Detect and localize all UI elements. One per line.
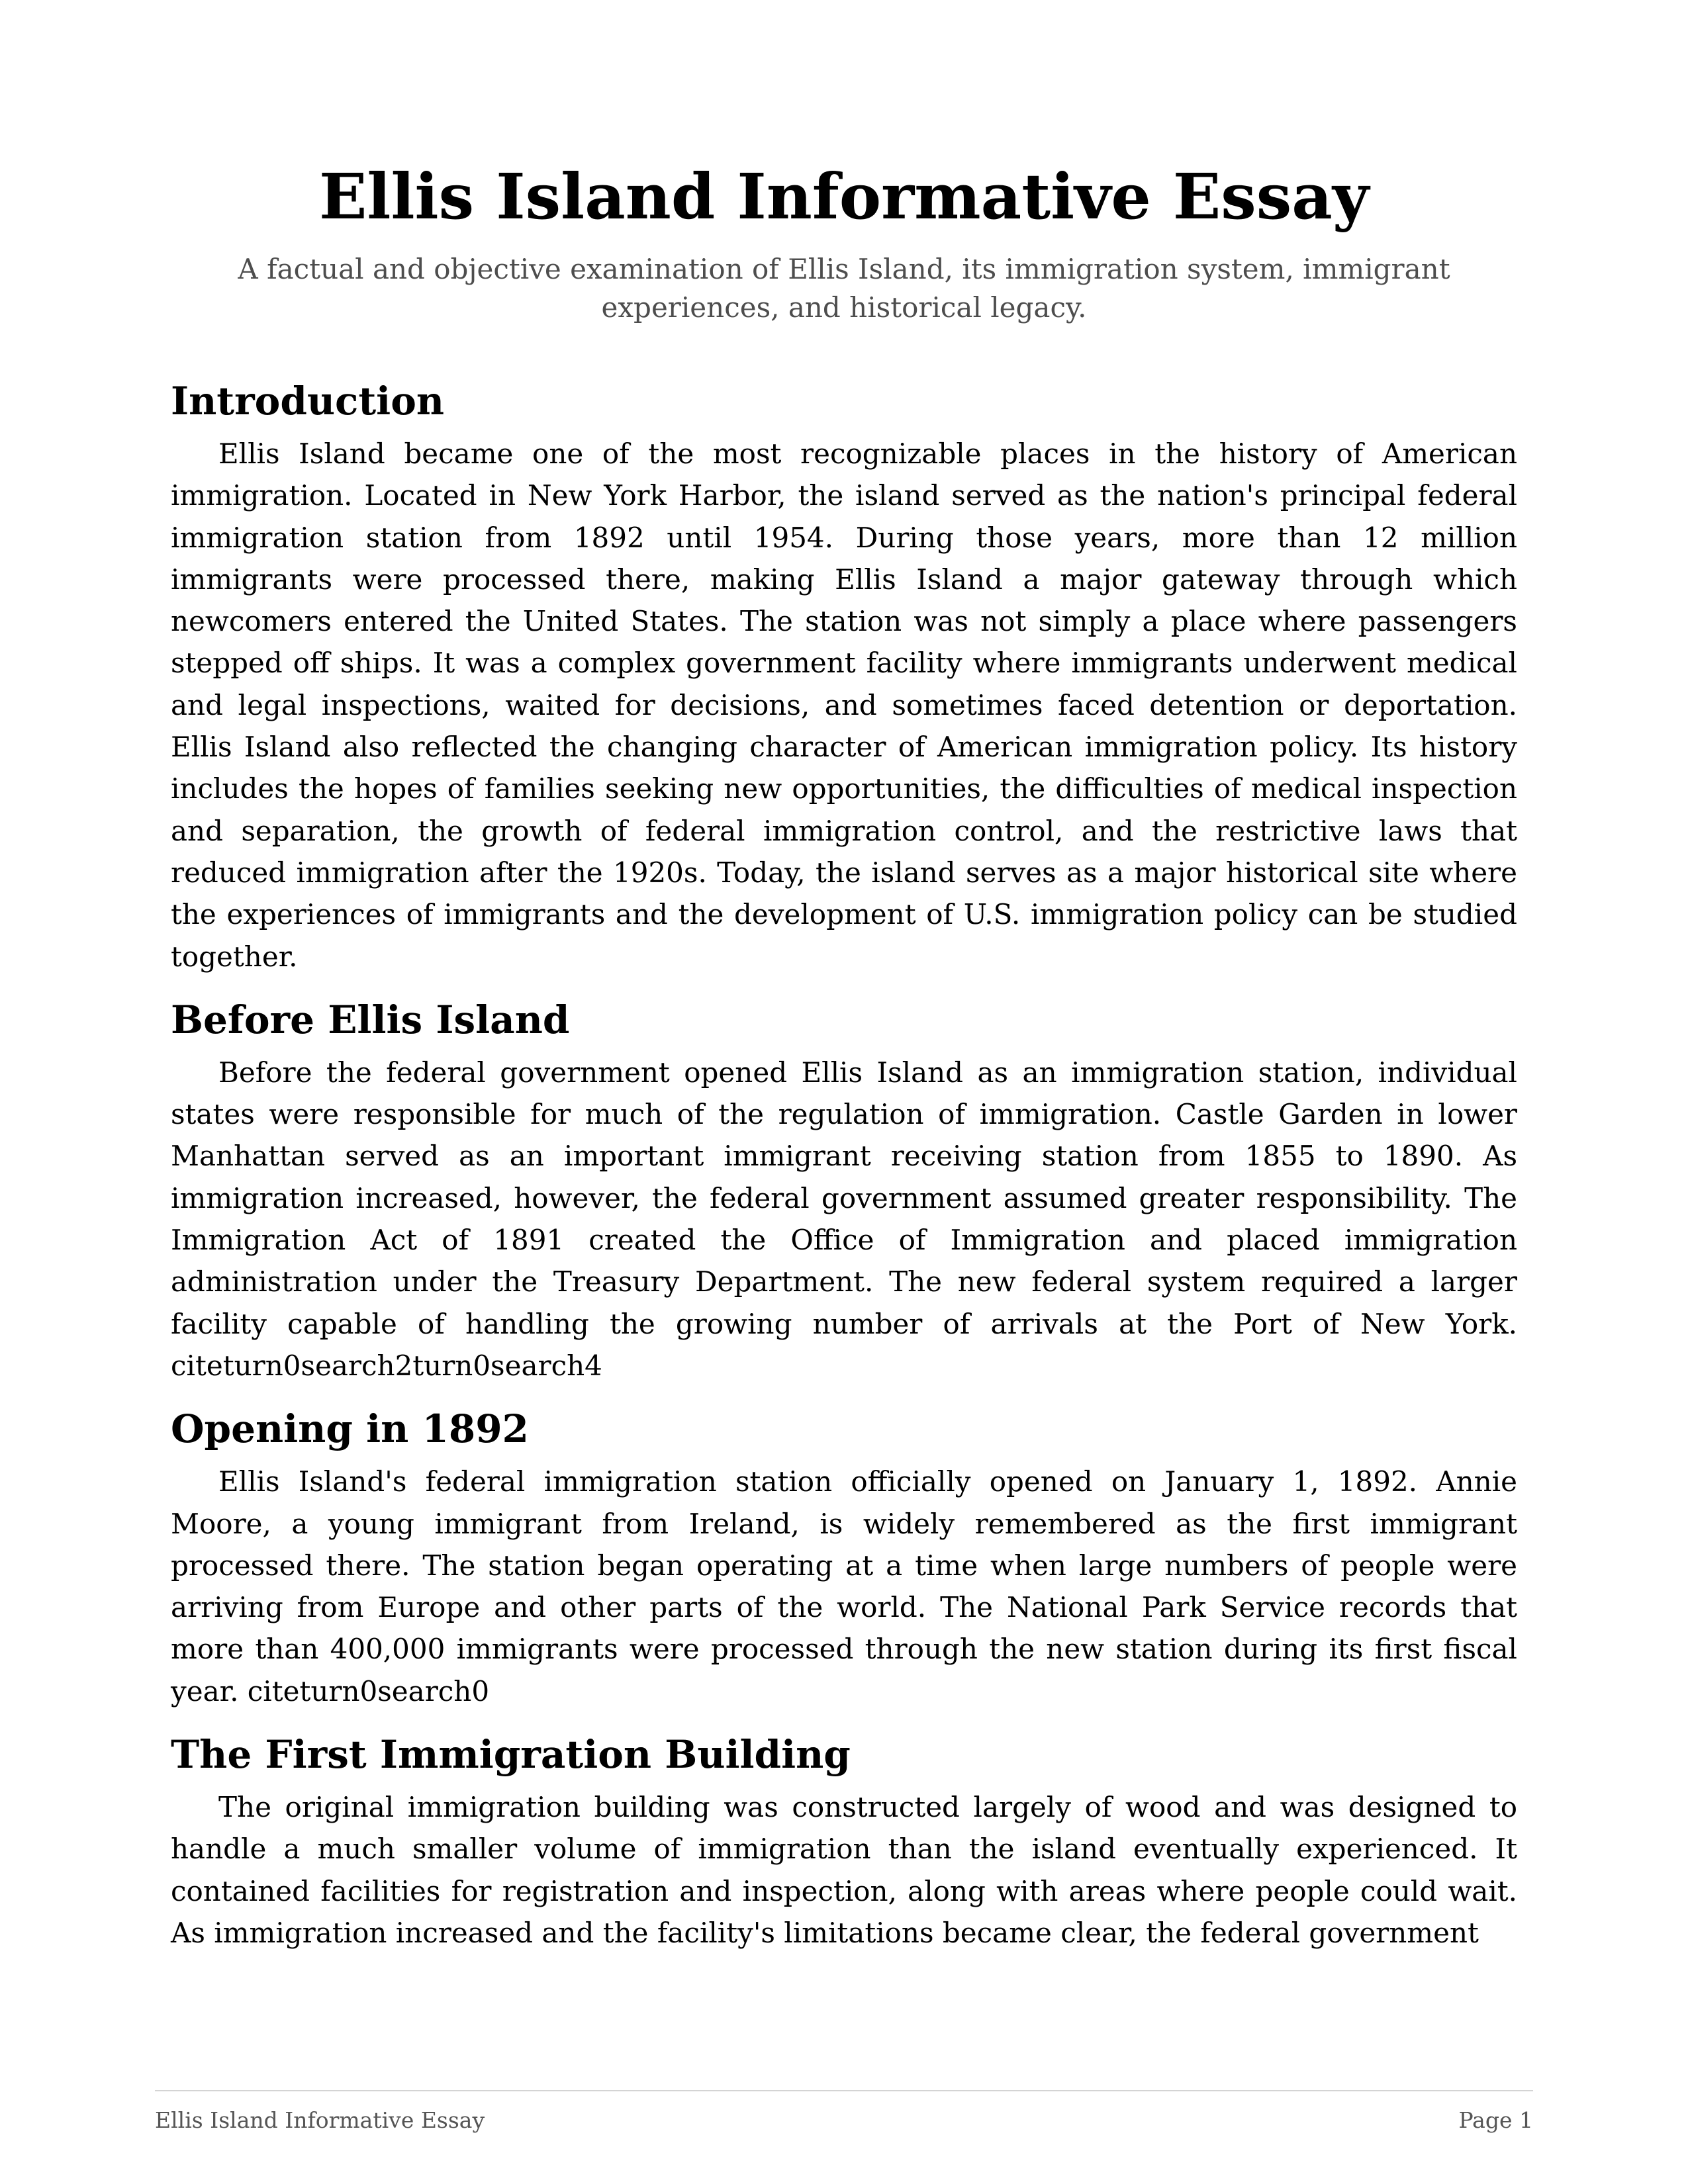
section-first-immigration-building xyxy=(171,1728,1517,1954)
section-heading: Before Ellis Island xyxy=(171,997,570,1042)
section-paragraph: The original immigration building was constructed largely of wood and was designed to handle a much smaller volume of immigration than the island eventually experienced. It contained facilities for registration and inspection, along with areas where people could wait. As immigration increased and the facility's limitations became clear, the federal government xyxy=(171,1791,1517,1949)
document-body xyxy=(171,375,1517,1970)
section-paragraph: Ellis Island's federal immigration station officially opened on January 1, 1892. Annie Moore, a young immigrant from Ireland, is widely remembered as the first immigrant processed there. The station began operating at a time when large numbers of people were arriving from Europe and other parts of the world. The National Park Service records that more than 400,000 immigrants were processed through the new station during its first fiscal year. citeturn0search0 xyxy=(171,1465,1517,1707)
footer-page-number: Page 1 xyxy=(1458,2107,1533,2133)
section-heading: Opening in 1892 xyxy=(171,1406,529,1452)
document-title: Ellis Island Informative Essay xyxy=(318,160,1370,234)
footer-document-title: Ellis Island Informative Essay xyxy=(155,2107,485,2133)
footer-divider xyxy=(155,2090,1533,2091)
document-subtitle: A factual and objective examination of Ellis Island, its immigration system, immigrant experiences, and historical legacy. xyxy=(238,253,1450,324)
section-introduction xyxy=(171,375,1517,978)
section-heading: Introduction xyxy=(171,379,445,424)
section-heading: The First Immigration Building xyxy=(171,1732,851,1778)
section-paragraph: Ellis Island became one of the most recognizable places in the history of American immigration. Located in New York Harbor, the island served as the nation's principal federal immigration station from 1892 until 1954. During those years, more than 12 million immigrants were processed there, making Ellis Island a major gateway through which newcomers entered the United States. The station was not simply a place where passengers stepped off ships. It was a complex government facility where immigrants underwent medical and legal inspections, waited for decisions, and sometimes faced detention or deportation. Ellis Island also reflected the changing character of American immigration policy. Its history includes the hopes of families seeking new opportunities, the difficulties of medical inspection and separation, the growth of federal immigration control, and the restrictive laws that reduced immigration after the 1920s. Today, the island serves as a major historical site where the experiences of immigrants and the development of U.S. immigration policy can be studied together. xyxy=(171,437,1517,973)
section-opening-1892 xyxy=(171,1402,1517,1712)
section-before-ellis-island xyxy=(171,993,1517,1387)
section-paragraph: Before the federal government opened Ellis Island as an immigration station, individual states were responsible for much of the regulation of immigration. Castle Garden in lower Manhattan served as an important immigrant receiving station from 1855 to 1890. As immigration increased, however, the federal government assumed greater responsibility. The Immigration Act of 1891 created the Office of Immigration and placed immigration administration under the Treasury Department. The new federal system required a larger facility capable of handling the growing number of arrivals at the Port of New York. citeturn0search2turn0search4 xyxy=(171,1056,1517,1382)
document-header xyxy=(171,158,1517,327)
